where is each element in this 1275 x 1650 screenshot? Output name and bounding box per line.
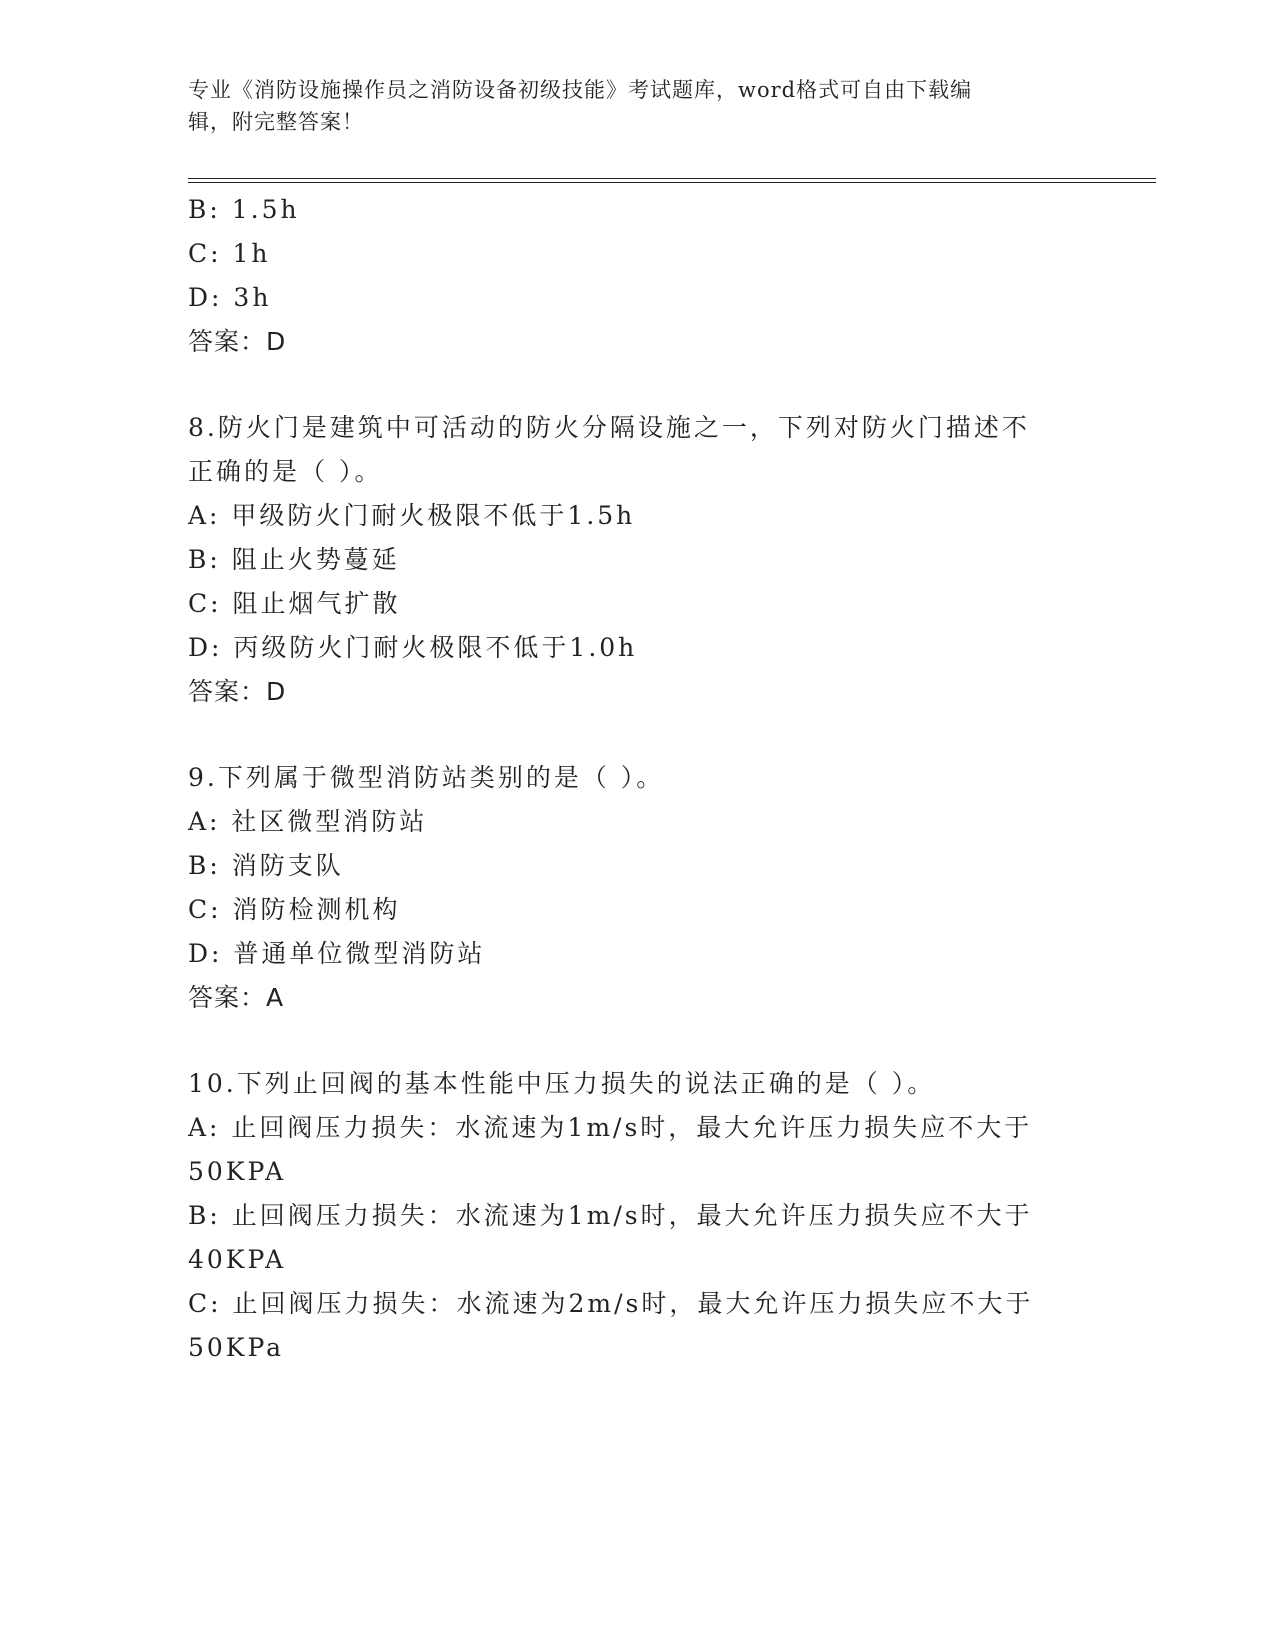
- q10-option-b-line-1: B: 止回阀压力损失：水流速为1m/s时，最大允许压力损失应不大于: [188, 1201, 1033, 1230]
- q9-option-d: D: 普通单位微型消防站: [188, 939, 486, 968]
- q9-answer: 答案：A: [188, 983, 285, 1012]
- q8-answer: 答案：D: [188, 677, 287, 706]
- q10-option-a-line-2: 50KPA: [188, 1157, 287, 1186]
- q8-option-d: D: 丙级防火门耐火极限不低于1.0h: [188, 633, 638, 662]
- q9-option-b: B: 消防支队: [188, 851, 344, 880]
- q8-option-b: B: 阻止火势蔓延: [188, 545, 400, 574]
- prev-option-c: C: 1h: [188, 239, 271, 268]
- header-line-2: 辑，附完整答案！: [188, 110, 364, 134]
- q8-option-c: C: 阻止烟气扩散: [188, 589, 401, 618]
- q8-option-a: A: 甲级防火门耐火极限不低于1.5h: [188, 501, 636, 530]
- q8-stem-line-2: 正确的是（ ）。: [188, 457, 383, 486]
- header-rule-bottom: [188, 182, 1156, 183]
- q10-stem: 10.下列止回阀的基本性能中压力损失的说法正确的是（ ）。: [188, 1069, 936, 1098]
- q10-option-c-line-2: 50KPa: [188, 1333, 285, 1362]
- q9-stem: 9.下列属于微型消防站类别的是（ ）。: [188, 763, 665, 792]
- header-rule-top: [188, 178, 1156, 179]
- q10-option-a-line-1: A: 止回阀压力损失：水流速为1m/s时，最大允许压力损失应不大于: [188, 1113, 1033, 1142]
- q9-option-c: C: 消防检测机构: [188, 895, 401, 924]
- q10-option-b-line-2: 40KPA: [188, 1245, 287, 1274]
- header-line-1: 专业《消防设施操作员之消防设备初级技能》考试题库，word格式可自由下载编: [188, 78, 973, 102]
- prev-option-b: B: 1.5h: [188, 195, 300, 224]
- prev-answer: 答案：D: [188, 327, 287, 356]
- q10-option-c-line-1: C: 止回阀压力损失：水流速为2m/s时，最大允许压力损失应不大于: [188, 1289, 1034, 1318]
- document-header: [188, 74, 1068, 138]
- prev-option-d: D: 3h: [188, 283, 272, 312]
- q9-option-a: A: 社区微型消防站: [188, 807, 428, 836]
- q8-stem-line-1: 8.防火门是建筑中可活动的防火分隔设施之一，下列对防火门描述不: [188, 413, 1030, 442]
